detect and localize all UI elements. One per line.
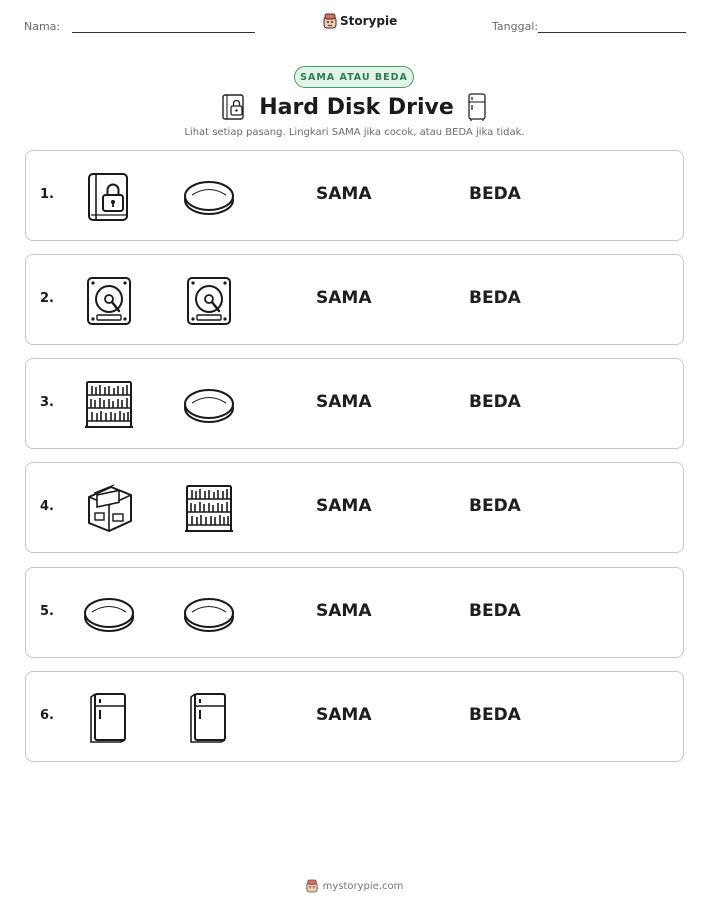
brand-logo	[323, 13, 397, 29]
row-number: 6.	[40, 708, 54, 723]
same-option[interactable]: SAMA	[316, 705, 372, 725]
disc-icon	[83, 588, 135, 640]
different-option[interactable]: BEDA	[469, 496, 521, 516]
hard-disk-icon	[83, 275, 135, 327]
locked-book-icon	[83, 171, 135, 223]
storypie-mascot-icon	[323, 13, 337, 29]
storypie-mascot-icon	[306, 879, 318, 893]
bookshelf-icon	[183, 483, 235, 535]
row-number: 1.	[40, 187, 54, 202]
refrigerator-icon	[83, 692, 135, 744]
same-option[interactable]: SAMA	[316, 392, 372, 412]
same-option[interactable]: SAMA	[316, 288, 372, 308]
same-option[interactable]: SAMA	[316, 184, 372, 204]
name-line[interactable]	[72, 32, 255, 33]
footer-url[interactable]: mystorypie.com	[322, 880, 404, 892]
hard-disk-icon	[183, 275, 235, 327]
locked-book-icon	[221, 93, 247, 121]
row-number: 5.	[40, 604, 54, 619]
instructions: Lihat setiap pasang. Lingkari SAMA jika cocok, atau BEDA jika tidak.	[184, 127, 525, 138]
refrigerator-icon	[183, 692, 235, 744]
bookshelf-icon	[83, 379, 135, 431]
brand-name: Storypie	[340, 14, 398, 28]
different-option[interactable]: BEDA	[469, 601, 521, 621]
row-number: 2.	[40, 291, 54, 306]
pair-row-2	[25, 254, 684, 345]
book-icon	[83, 483, 135, 535]
same-option[interactable]: SAMA	[316, 601, 372, 621]
pair-row-6	[25, 671, 684, 762]
name-label: Nama:	[24, 20, 61, 33]
title-row	[0, 90, 709, 124]
activity-badge: SAMA ATAU BEDA	[294, 66, 414, 88]
refrigerator-icon	[466, 92, 488, 122]
pair-row-5	[25, 567, 684, 658]
row-number: 4.	[40, 499, 54, 514]
date-label: Tanggal:	[492, 20, 539, 33]
different-option[interactable]: BEDA	[469, 184, 521, 204]
row-number: 3.	[40, 395, 54, 410]
date-line[interactable]	[538, 32, 686, 33]
disc-icon	[183, 379, 235, 431]
different-option[interactable]: BEDA	[469, 705, 521, 725]
pair-row-3	[25, 358, 684, 449]
disc-icon	[183, 171, 235, 223]
same-option[interactable]: SAMA	[316, 496, 372, 516]
pair-row-4	[25, 462, 684, 553]
different-option[interactable]: BEDA	[469, 392, 521, 412]
disc-icon	[183, 588, 235, 640]
footer	[0, 879, 709, 893]
different-option[interactable]: BEDA	[469, 288, 521, 308]
page-title: Hard Disk Drive	[259, 94, 454, 120]
pair-row-1	[25, 150, 684, 241]
